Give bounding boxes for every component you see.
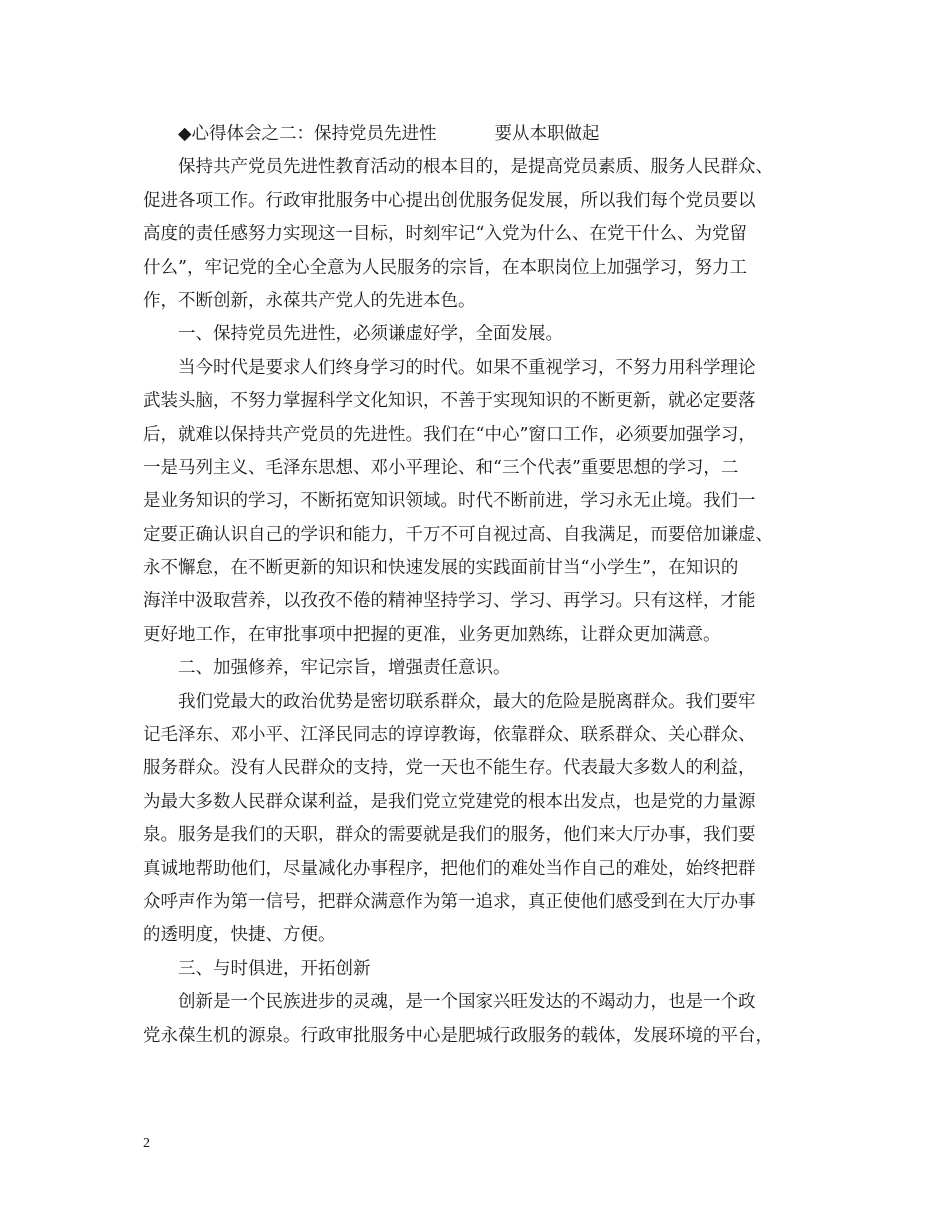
text-line: 保持共产党员先进性教育活动的根本目的，是提高党员素质、服务人民群众、 <box>178 157 773 178</box>
text-line: 党永葆生机的源泉。行政审批服务中心是肥城行政服务的载体，发展环境的平台， <box>143 1025 773 1046</box>
text-line: 后，就难以保持共产党员的先进性。我们在“中心”窗口工作，必须要加强学习， <box>143 424 756 445</box>
text-line: 更好地工作，在审批事项中把握的更准，业务更加熟练，让群众更加满意。 <box>143 624 721 645</box>
text-line: 高度的责任感努力实现这一目标，时刻牢记“入党为什么、在党干什么、为党留 <box>143 224 747 245</box>
text-line: 永不懈怠，在不断更新的知识和快速发展的实践面前甘当“小学生”，在知识的 <box>143 558 739 579</box>
text-line: 三、与时俱进，开拓创新 <box>178 958 371 979</box>
text-line: 我们党最大的政治优势是密切联系群众，最大的危险是脱离群众。我们要牢 <box>178 691 756 712</box>
text-line: 一是马列主义、毛泽东思想、邓小平理论、和“三个代表”重要思想的学习，二 <box>143 457 739 478</box>
heading-part-2: 要从本职做起 <box>494 124 600 144</box>
text-line: 真诚地帮助他们，尽量减化办事程序，把他们的难处当作自己的难处，始终把群 <box>143 858 756 879</box>
document-body <box>143 118 813 1053</box>
text-line: 是业务知识的学习，不断拓宽知识领域。时代不断前进，学习永无止境。我们一 <box>143 491 756 512</box>
text-line: 泉。服务是我们的天职，群众的需要就是我们的服务，他们来大厅办事，我们要 <box>143 825 756 846</box>
section-heading <box>143 118 813 151</box>
text-line: 创新是一个民族进步的灵魂，是一个国家兴旺发达的不竭动力，也是一个政 <box>178 992 756 1013</box>
text-line: 当今时代是要求人们终身学习的时代。如果不重视学习，不努力用科学理论 <box>178 357 756 378</box>
text-line: 作，不断创新，永葆共产党人的先进本色。 <box>143 290 476 311</box>
text-line: 众呼声作为第一信号，把群众满意作为第一追求，真正使他们感受到在大厅办事 <box>143 891 756 912</box>
text-line: 海洋中汲取营养，以孜孜不倦的精神坚持学习、学习、再学习。只有这样，才能 <box>143 591 756 612</box>
text-line: 什么”，牢记党的全心全意为人民服务的宗旨，在本职岗位上加强学习，努力工 <box>143 257 747 278</box>
text-line: 为最大多数人民群众谋利益，是我们党立党建党的根本出发点，也是党的力量源 <box>143 791 756 812</box>
text-line: 二、加强修养，牢记宗旨，增强责任意识。 <box>178 658 511 679</box>
page-number: 2 <box>143 1136 150 1151</box>
text-line: 服务群众。没有人民群众的支持，党一天也不能生存。代表最大多数人的利益， <box>143 758 756 779</box>
text-line: 的透明度，快捷、方便。 <box>143 925 336 946</box>
text-line: 促进各项工作。行政审批服务中心提出创优服务促发展，所以我们每个党员要以 <box>143 190 756 211</box>
text-line: 一、保持党员先进性，必须谦虚好学，全面发展。 <box>178 324 563 345</box>
text-line: 记毛泽东、邓小平、江泽民同志的谆谆教诲，依靠群众、联系群众、关心群众、 <box>143 725 756 746</box>
heading-part-1: ◆心得体会之二：保持党员先进性 <box>178 124 437 144</box>
text-line: 定要正确认识自己的学识和能力，千万不可自视过高、自我满足，而要倍加谦虚、 <box>143 524 773 545</box>
paragraph-lines <box>143 151 813 1053</box>
text-line: 武装头脑，不努力掌握科学文化知识，不善于实现知识的不断更新，就必定要落 <box>143 391 756 412</box>
